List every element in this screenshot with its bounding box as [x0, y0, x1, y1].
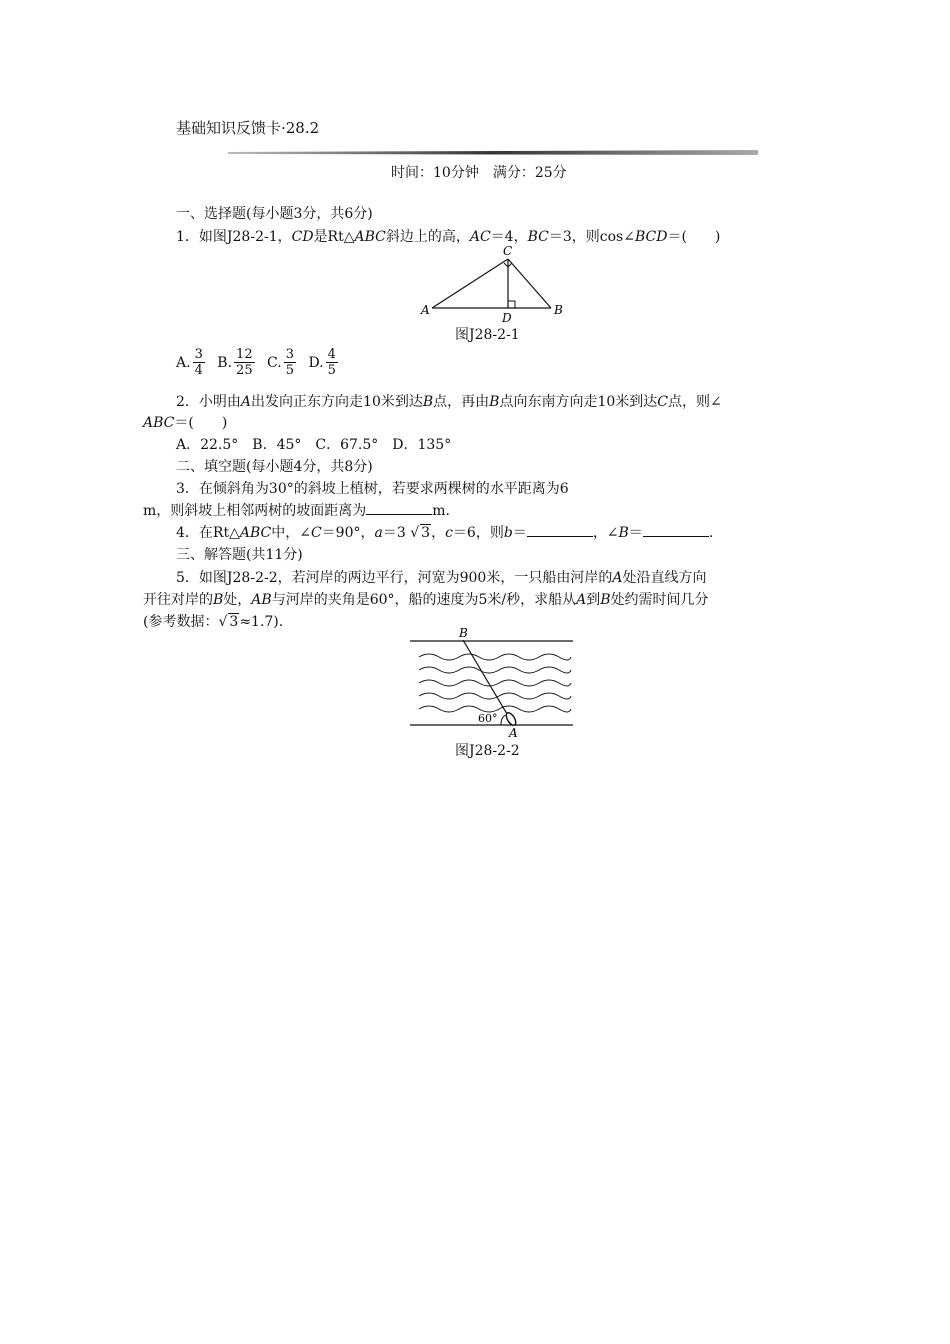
section3-heading: 三、解答题(共11分)	[176, 547, 303, 563]
label-b: B	[554, 303, 563, 317]
answer-blank-q3[interactable]	[366, 502, 432, 515]
answer-blank-b[interactable]	[527, 524, 593, 537]
label-angle-60: 60°	[478, 712, 498, 725]
question-5-line2: 开往对岸的B处，AB与河岸的夹角是60°，船的速度为5米/秒，求船从A到B处约需时间几分	[143, 592, 709, 608]
time-info: 时间：10分钟 满分：25分	[391, 165, 567, 181]
angle-arc	[501, 715, 505, 725]
right-angle-mark	[508, 301, 515, 308]
water-waves	[419, 654, 571, 712]
section2-heading: 二、填空题(每小题4分，共8分)	[176, 459, 373, 475]
label-b-river: B	[459, 627, 468, 640]
figure-caption-1: 图J28-2-1	[455, 327, 520, 343]
side-ac	[432, 259, 508, 308]
figure-caption-2: 图J28-2-2	[455, 743, 520, 759]
question-1: 1．如图J28-2-1，CD是Rt△ABC斜边上的高，AC＝4，BC＝3，则cos∠BCD＝( )	[176, 229, 721, 245]
question-2-line2: ABC＝( )	[143, 415, 228, 431]
sqrt-3: √ 3	[410, 525, 431, 541]
option-a: A. $\frac{3}{4}$	[176, 347, 203, 378]
figure-triangle	[418, 244, 568, 324]
label-d: D	[502, 311, 512, 324]
figure-river	[405, 627, 580, 739]
option-d: D. $\frac{4}{5}$	[308, 347, 336, 378]
question-3-line1: 3．在倾斜角为30°的斜坡上植树，若要求两棵树的水平距离为6	[176, 481, 569, 497]
answer-blank-angle-b[interactable]	[643, 524, 709, 537]
option-c: C. $\frac{3}{5}$	[267, 347, 294, 378]
label-a: A	[421, 303, 430, 317]
question-1-options	[176, 347, 340, 378]
question-5-line1: 5．如图J28-2-2，若河岸的两边平行，河宽为900米，一只船由河岸的A处沿直线方向	[176, 570, 707, 586]
option-b: B. $\frac{12}{25}$	[217, 347, 253, 378]
page-title: 基础知识反馈卡·28.2	[176, 119, 320, 137]
sqrt-3-ref: √ 3	[218, 614, 239, 630]
label-c: C	[503, 244, 513, 258]
question-4: 4．在Rt△ABC中，∠C＝90°，a＝3 √ 3，c＝6，则b＝ ，∠B＝ .	[176, 525, 714, 541]
question-5-line3: (参考数据：√ 3≈1.7).	[143, 614, 284, 630]
question-2-line1: 2．小明由A出发向正东方向走10米到达B点，再由B点向东南方向走10米到达C点，则∠	[176, 394, 722, 410]
header-divider	[228, 149, 758, 157]
question-2-options: A．22.5° B．45° C．67.5° D．135°	[176, 437, 452, 453]
section1-heading: 一、选择题(每小题3分，共6分)	[176, 206, 373, 222]
question-3-line2: m，则斜坡上相邻两树的坡面距离为 m.	[143, 503, 451, 519]
label-a-river: A	[509, 726, 518, 739]
